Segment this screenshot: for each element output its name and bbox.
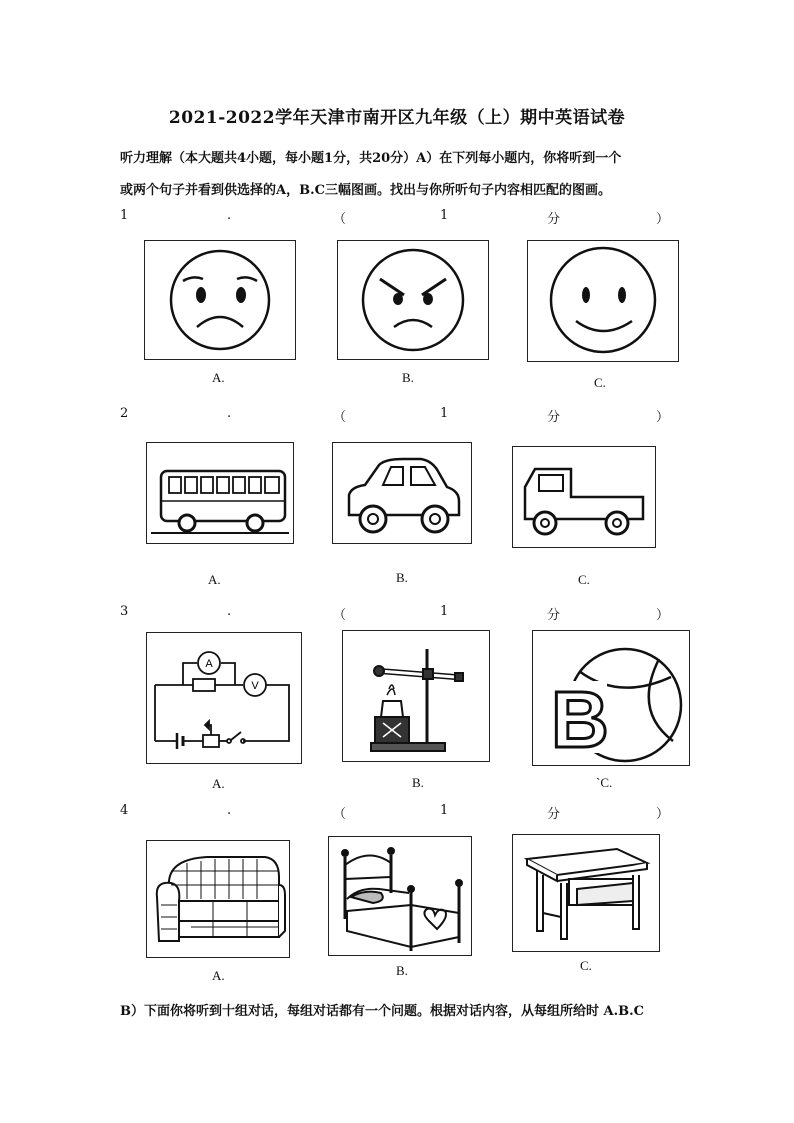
bed-icon[interactable] [328, 836, 472, 956]
option-label: B. [402, 370, 414, 385]
angry-face-icon[interactable] [337, 240, 489, 360]
score-unit: 分 [547, 608, 561, 623]
lab-apparatus-icon[interactable] [342, 630, 490, 762]
score-open-paren: （ [333, 608, 347, 623]
truck-icon[interactable] [512, 446, 656, 548]
option-label: C. [578, 572, 590, 587]
worried-face-icon[interactable] [144, 240, 296, 360]
option-label: C. [594, 375, 606, 390]
score-close-paren: ） [656, 212, 670, 227]
instructions-line-2: 或两个句子并看到供选择的A，B.C三幅图画。找出与你所听句子内容相匹配的图画。 [120, 183, 611, 198]
question-3-header [120, 604, 670, 624]
circuit-diagram-icon[interactable] [146, 632, 302, 764]
score-value: 1 [440, 604, 449, 619]
option-label: B. [396, 963, 408, 978]
score-close-paren: ） [656, 608, 670, 623]
question-4-header [120, 803, 670, 823]
exam-title: 2021-2022学年天津市南开区九年级（上）期中英语试卷 [168, 108, 626, 128]
option-label: C. [580, 958, 592, 973]
section-b-instructions: B）下面你将听到十组对话，每组对话都有一个问题。根据对话内容，从每组所给时 A.B.C [120, 1004, 644, 1019]
score-unit: 分 [547, 807, 561, 822]
option-label: B. [412, 775, 424, 790]
letter-b: B [551, 675, 609, 764]
question-dot: . [227, 208, 232, 223]
score-unit: 分 [547, 212, 561, 227]
option-label: B. [396, 570, 408, 585]
option-label: A. [212, 776, 225, 791]
option-label: A. [212, 968, 225, 983]
question-number: 4 [120, 803, 129, 818]
question-dot: . [227, 803, 232, 818]
question-1-header [120, 208, 670, 228]
question-number: 3 [120, 604, 129, 619]
option-label: A. [212, 370, 225, 385]
car-icon[interactable] [332, 442, 472, 544]
question-dot: . [227, 406, 232, 421]
score-value: 1 [440, 803, 449, 818]
instructions-line-1: 听力理解（本大题共4小题，每小题1分，共20分）A）在下列每小题内，你将听到一个 [120, 151, 622, 166]
question-number: 2 [120, 406, 129, 421]
score-unit: 分 [547, 410, 561, 425]
desk-icon[interactable] [512, 834, 660, 952]
score-value: 1 [440, 208, 449, 223]
score-close-paren: ） [656, 410, 670, 425]
ball-and-letter-b-icon[interactable] [532, 630, 690, 766]
score-open-paren: （ [333, 212, 347, 227]
option-label: A. [208, 572, 221, 587]
question-dot: . [227, 604, 232, 619]
smiling-face-icon[interactable] [527, 240, 679, 362]
question-2-header [120, 406, 670, 426]
score-open-paren: （ [333, 410, 347, 425]
score-open-paren: （ [333, 807, 347, 822]
voltmeter-label: V [251, 680, 259, 692]
bus-icon[interactable] [146, 442, 294, 544]
sofa-icon[interactable] [146, 840, 290, 958]
question-number: 1 [120, 208, 129, 223]
score-close-paren: ） [656, 807, 670, 822]
score-value: 1 [440, 406, 449, 421]
ammeter-label: A [205, 658, 213, 670]
option-label: `C. [596, 775, 613, 790]
